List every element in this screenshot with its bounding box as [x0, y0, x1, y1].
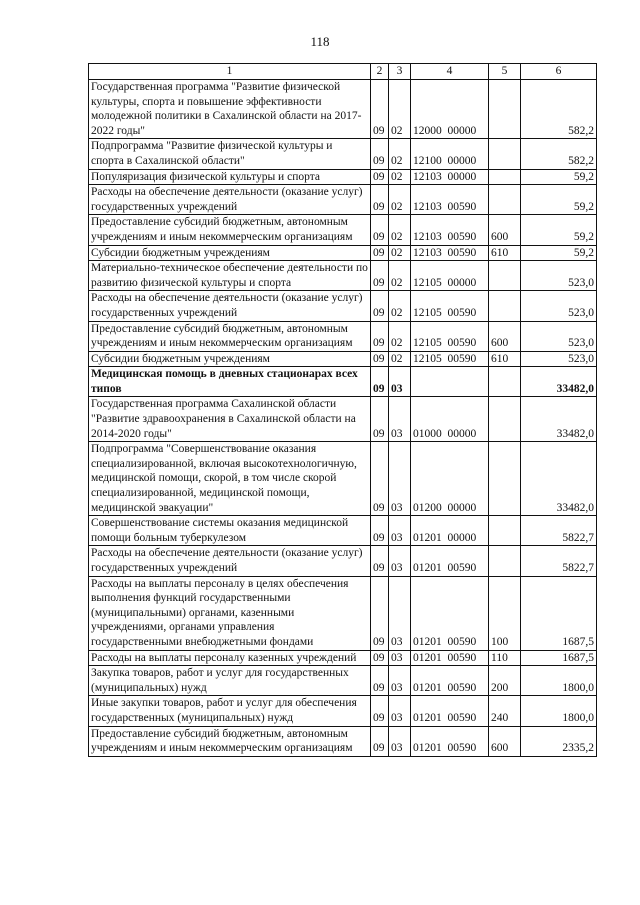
- row-target-code: 01201 00590: [411, 696, 489, 726]
- row-subsection-code: 03: [389, 576, 411, 650]
- row-subsection-code: 03: [389, 650, 411, 666]
- row-target-code: 01201 00590: [411, 546, 489, 576]
- row-name: Субсидии бюджетным учреждениям: [89, 245, 371, 261]
- row-section-code: 09: [371, 245, 389, 261]
- row-subsection-code: 02: [389, 139, 411, 169]
- table-row: [89, 245, 597, 261]
- row-expense-type: 610: [489, 245, 521, 261]
- row-section-code: 09: [371, 650, 389, 666]
- row-name: Расходы на выплаты персоналу в целях обеспечения выполнения функций государственными (муниципальными) органами, казенными учреждениями, органами управления государственными внебюджетными фондами: [89, 576, 371, 650]
- row-expense-type: [489, 516, 521, 546]
- row-amount: 59,2: [521, 185, 597, 215]
- row-section-code: 09: [371, 139, 389, 169]
- row-expense-type: [489, 169, 521, 185]
- row-section-code: 09: [371, 576, 389, 650]
- row-amount: 523,0: [521, 261, 597, 291]
- row-target-code: 12105 00590: [411, 321, 489, 351]
- table-row: [89, 696, 597, 726]
- row-section-code: 09: [371, 169, 389, 185]
- row-name: Субсидии бюджетным учреждениям: [89, 351, 371, 367]
- row-subsection-code: 03: [389, 726, 411, 756]
- row-target-code: 01201 00590: [411, 666, 489, 696]
- row-name: Расходы на обеспечение деятельности (оказание услуг) государственных учреждений: [89, 546, 371, 576]
- row-subsection-code: 02: [389, 321, 411, 351]
- table-row: [89, 351, 597, 367]
- row-subsection-code: 02: [389, 261, 411, 291]
- row-amount: 33482,0: [521, 442, 597, 516]
- row-target-code: 01201 00000: [411, 516, 489, 546]
- row-section-code: 09: [371, 696, 389, 726]
- row-amount: 59,2: [521, 169, 597, 185]
- row-name: Предоставление субсидий бюджетным, автономным учреждениям и иным некоммерческим организациям: [89, 321, 371, 351]
- row-amount: 5822,7: [521, 546, 597, 576]
- row-section-code: 09: [371, 351, 389, 367]
- row-target-code: 12105 00000: [411, 261, 489, 291]
- row-expense-type: 240: [489, 696, 521, 726]
- page-number: 118: [310, 34, 330, 49]
- table-row: [89, 397, 597, 442]
- row-section-code: 09: [371, 666, 389, 696]
- column-header: 3: [389, 64, 411, 80]
- row-amount: 582,2: [521, 80, 597, 139]
- row-name: Иные закупки товаров, работ и услуг для обеспечения государственных (муниципальных) нужд: [89, 696, 371, 726]
- row-amount: 1800,0: [521, 666, 597, 696]
- row-subsection-code: 03: [389, 666, 411, 696]
- row-amount: 33482,0: [521, 367, 597, 397]
- row-name: Расходы на обеспечение деятельности (оказание услуг) государственных учреждений: [89, 291, 371, 321]
- row-section-code: 09: [371, 291, 389, 321]
- row-name: Государственная программа Сахалинской области "Развитие здравоохранения в Сахалинской области на 2014-2020 годы": [89, 397, 371, 442]
- row-name: Предоставление субсидий бюджетным, автономным учреждениям и иным некоммерческим организациям: [89, 726, 371, 756]
- row-name: Расходы на обеспечение деятельности (оказание услуг) государственных учреждений: [89, 185, 371, 215]
- table-row: [89, 185, 597, 215]
- row-amount: 59,2: [521, 245, 597, 261]
- row-target-code: 01201 00590: [411, 576, 489, 650]
- row-expense-type: 600: [489, 321, 521, 351]
- row-target-code: 12100 00000: [411, 139, 489, 169]
- table-row: [89, 291, 597, 321]
- row-target-code: [411, 367, 489, 397]
- row-name: Популяризация физической культуры и спорта: [89, 169, 371, 185]
- column-header: 1: [89, 64, 371, 80]
- row-amount: 1687,5: [521, 576, 597, 650]
- column-header: 4: [411, 64, 489, 80]
- row-target-code: 12103 00590: [411, 245, 489, 261]
- table-row: [89, 139, 597, 169]
- row-expense-type: 610: [489, 351, 521, 367]
- row-section-code: 09: [371, 321, 389, 351]
- row-name: Государственная программа "Развитие физической культуры, спорта и повышение эффективности молодежной политики в Сахалинской области на 2017-2022 годы": [89, 80, 371, 139]
- row-target-code: 12103 00590: [411, 215, 489, 245]
- row-section-code: 09: [371, 185, 389, 215]
- column-header: 6: [521, 64, 597, 80]
- row-subsection-code: 02: [389, 215, 411, 245]
- row-expense-type: [489, 80, 521, 139]
- row-name: Предоставление субсидий бюджетным, автономным учреждениям и иным некоммерческим организациям: [89, 215, 371, 245]
- row-subsection-code: 02: [389, 169, 411, 185]
- row-name: Подпрограмма "Совершенствование оказания специализированной, включая высокотехнологичную, медицинской помощи, скорой, в том числе скорой специализированной, медицинской помощи, медицинской эвакуации": [89, 442, 371, 516]
- row-section-code: 09: [371, 726, 389, 756]
- row-amount: 33482,0: [521, 397, 597, 442]
- row-section-code: 09: [371, 261, 389, 291]
- row-target-code: 12105 00590: [411, 351, 489, 367]
- row-subsection-code: 02: [389, 185, 411, 215]
- row-subsection-code: 03: [389, 546, 411, 576]
- row-name: Закупка товаров, работ и услуг для государственных (муниципальных) нужд: [89, 666, 371, 696]
- table-header-row: [89, 64, 597, 80]
- row-section-code: 09: [371, 80, 389, 139]
- row-target-code: 12105 00590: [411, 291, 489, 321]
- row-target-code: 12000 00000: [411, 80, 489, 139]
- row-amount: 1800,0: [521, 696, 597, 726]
- row-section-code: 09: [371, 516, 389, 546]
- table-row: [89, 576, 597, 650]
- row-target-code: 01201 00590: [411, 650, 489, 666]
- row-amount: 2335,2: [521, 726, 597, 756]
- table-row: [89, 666, 597, 696]
- row-amount: 523,0: [521, 321, 597, 351]
- row-name: Расходы на выплаты персоналу казенных учреждений: [89, 650, 371, 666]
- row-target-code: 12103 00000: [411, 169, 489, 185]
- row-amount: 59,2: [521, 215, 597, 245]
- row-section-code: 09: [371, 397, 389, 442]
- row-subsection-code: 03: [389, 442, 411, 516]
- row-expense-type: [489, 397, 521, 442]
- table-row: [89, 650, 597, 666]
- row-expense-type: [489, 291, 521, 321]
- row-subsection-code: 03: [389, 397, 411, 442]
- row-subsection-code: 03: [389, 516, 411, 546]
- table-row: [89, 516, 597, 546]
- row-target-code: 01000 00000: [411, 397, 489, 442]
- row-subsection-code: 02: [389, 351, 411, 367]
- row-expense-type: 600: [489, 215, 521, 245]
- row-section-code: 09: [371, 546, 389, 576]
- table-row: [89, 215, 597, 245]
- row-amount: 523,0: [521, 351, 597, 367]
- row-section-code: 09: [371, 215, 389, 245]
- row-name: Материально-техническое обеспечение деятельности по развитию физической культуры и спорта: [89, 261, 371, 291]
- row-amount: 5822,7: [521, 516, 597, 546]
- row-expense-type: [489, 185, 521, 215]
- row-amount: 523,0: [521, 291, 597, 321]
- row-expense-type: 100: [489, 576, 521, 650]
- row-target-code: 12103 00590: [411, 185, 489, 215]
- table-row: [89, 367, 597, 397]
- row-name: Медицинская помощь в дневных стационарах всех типов: [89, 367, 371, 397]
- row-expense-type: [489, 261, 521, 291]
- row-expense-type: 600: [489, 726, 521, 756]
- row-name: Подпрограмма "Развитие физической культуры и спорта в Сахалинской области": [89, 139, 371, 169]
- column-header: 5: [489, 64, 521, 80]
- table-row: [89, 442, 597, 516]
- row-target-code: 01200 00000: [411, 442, 489, 516]
- row-expense-type: [489, 367, 521, 397]
- row-expense-type: [489, 546, 521, 576]
- table-row: [89, 169, 597, 185]
- table-row: [89, 80, 597, 139]
- row-section-code: 09: [371, 367, 389, 397]
- row-subsection-code: 03: [389, 696, 411, 726]
- row-expense-type: 110: [489, 650, 521, 666]
- row-expense-type: 200: [489, 666, 521, 696]
- row-section-code: 09: [371, 442, 389, 516]
- table-row: [89, 261, 597, 291]
- table-row: [89, 726, 597, 756]
- row-subsection-code: 02: [389, 80, 411, 139]
- row-expense-type: [489, 139, 521, 169]
- column-header: 2: [371, 64, 389, 80]
- row-subsection-code: 03: [389, 367, 411, 397]
- row-subsection-code: 02: [389, 245, 411, 261]
- row-subsection-code: 02: [389, 291, 411, 321]
- row-target-code: 01201 00590: [411, 726, 489, 756]
- table-row: [89, 321, 597, 351]
- row-amount: 582,2: [521, 139, 597, 169]
- table-row: [89, 546, 597, 576]
- budget-table: [88, 63, 597, 757]
- row-amount: 1687,5: [521, 650, 597, 666]
- row-expense-type: [489, 442, 521, 516]
- row-name: Совершенствование системы оказания медицинской помощи больным туберкулезом: [89, 516, 371, 546]
